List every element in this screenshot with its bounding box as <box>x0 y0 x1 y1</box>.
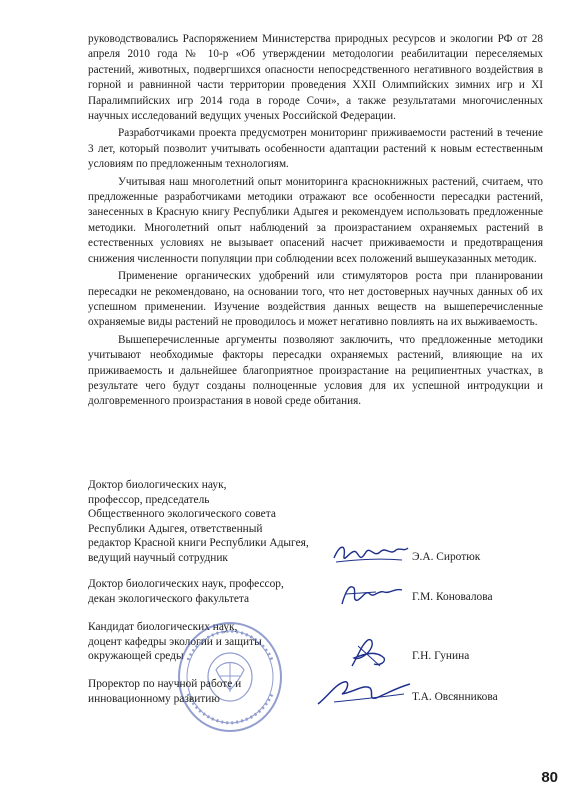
page-number: 80 <box>541 769 558 786</box>
title-line: доцент кафедры экологии и защиты <box>88 635 262 648</box>
signature-4-icon <box>314 674 414 712</box>
paragraph: Учитывая наш многолетний опыт мониторинга краснокнижных растений, считаем, что предложенные разработчиками методики отражают все особенности пересадки растений, занесенных в Красную книгу Республики Адыгея и рекомендуем использовать предложенные методики. Многолетний опыт наблюдений за произрастанием охраняемых растений в естественных условиях не вызывает опасений насчет приживаемости и предотвращения снижения численности популяции при соблюдении всех положений вышеуказанных методик. <box>88 175 543 265</box>
title-line: окружающей среды <box>88 650 184 663</box>
title-line: Доктор биологических наук, профессор, <box>88 578 284 590</box>
signatory-4-title <box>88 677 241 706</box>
signatory-2-title <box>88 577 284 606</box>
title-line: Проректор по научной работе и <box>88 678 242 690</box>
title-line: ведущий научный сотрудник <box>88 551 228 564</box>
body-text <box>88 32 543 412</box>
title-line: декан экологического факультета <box>88 592 250 605</box>
paragraph: Разработчиками проекта предусмотрен мониторинг приживаемости растений в течение 3 лет, который позволит учитывать особенности адаптации растений к новым естественным условиям по предложенным технологиям. <box>88 127 543 171</box>
signature-2-icon <box>336 580 406 610</box>
signatory-3-name: Г.Н. Гунина <box>412 650 470 662</box>
signatory-1-title <box>88 478 309 566</box>
title-line: Кандидат биологических наук, <box>88 621 238 633</box>
signatory-1-name: Э.А. Сиротюк <box>412 551 481 563</box>
signatory-4-name: Т.А. Овсянникова <box>412 691 498 703</box>
paragraph: Вышеперечисленные аргументы позволяют заключить, что предложенные методики учитывают необходимые факторы пересадки охраняемых растений, влияющие на их приживаемость и дальнейшее благоприятное произрастание на реципиентных участках, в результате чего будут созданы полноценные условия для их успешной интродукции и долговременного произрастания в новой среде обитания. <box>88 333 543 408</box>
paragraph: руководствовались Распоряжением Министерства природных ресурсов и экологии РФ от 28 апреля 2010 года № 10-р «Об утверждении методологии реабилитации переселяемых растений, животных, подвергшихся опасности непосредственного негативного воздействия в горной и равнинной части территории проведения XXII Олимпийских зимних игр и XI Паралимпийских игр 2014 года в городе Сочи», а также результатами многочисленных научных исследований ведущих ученых Российской Федерации. <box>88 33 543 123</box>
title-line: профессор, председатель <box>88 493 210 506</box>
signatory-2-name: Г.М. Коновалова <box>412 591 493 603</box>
title-line: Общественного экологического совета <box>88 508 276 521</box>
title-line: Республики Адыгея, ответственный <box>88 522 263 535</box>
signature-1-icon <box>330 538 410 570</box>
title-line: редактор Красной книги Республики Адыгея, <box>88 537 309 550</box>
title-line: инновационному развитию <box>88 692 220 705</box>
paragraph: Применение органических удобрений или стимуляторов роста при планировании пересадки не рекомендовано, на основании того, что нет достоверных научных данных об их успешном применении. Изучение воздействия данных веществ на вышеперечисленные охраняемые виды растений не проводилось и может негативно повлиять на их выживаемость. <box>88 270 543 329</box>
title-line: Доктор биологических наук, <box>88 479 227 491</box>
signature-3-icon <box>344 636 390 672</box>
